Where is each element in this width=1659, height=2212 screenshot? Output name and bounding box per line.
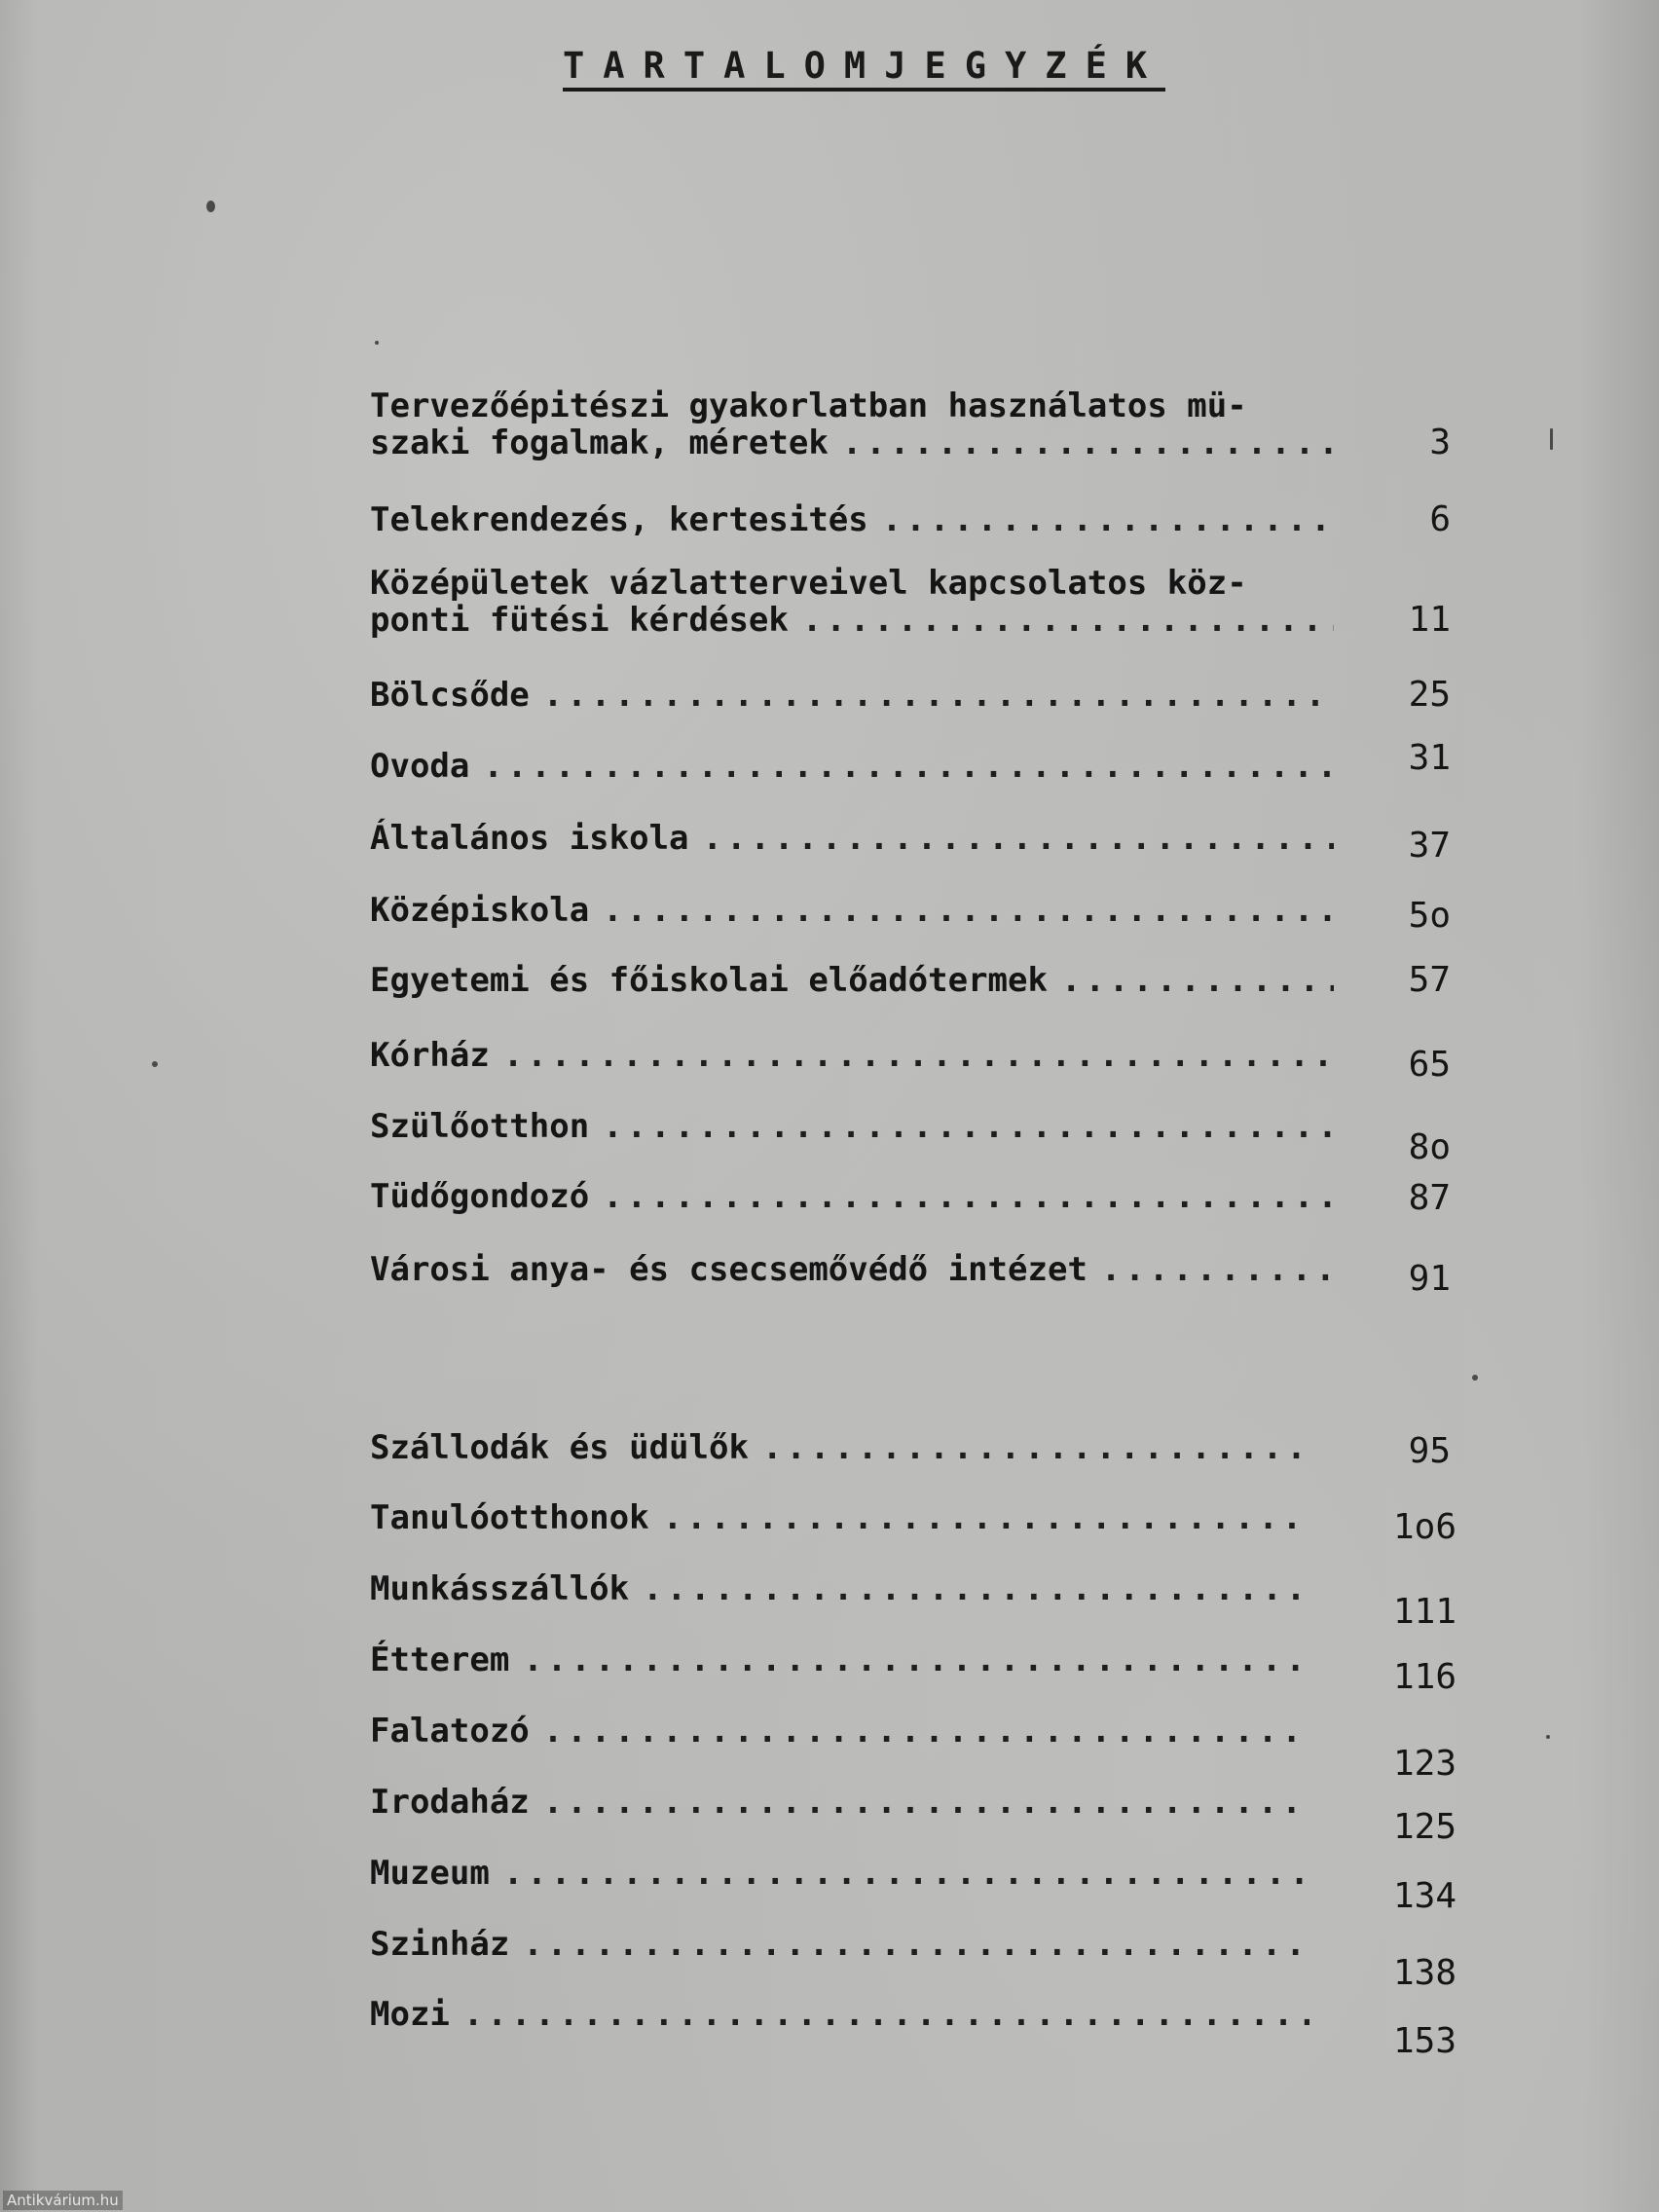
toc-page-number: 37 (1408, 826, 1451, 866)
dot-leader (603, 1108, 1334, 1145)
toc-page-number: 134 (1392, 1876, 1456, 1916)
watermark-label: Antikvárium.hu (3, 2191, 123, 2210)
toc-entry (370, 675, 1451, 715)
toc-page-number: 6 (1429, 499, 1451, 539)
toc-entry (370, 1641, 1456, 1697)
toc-entry-title: ponti fütési kérdések (370, 601, 789, 640)
dot-leader (603, 892, 1334, 929)
toc-entry-title: Középületek vázlatterveivel kapcsolatos köz- (370, 564, 1247, 603)
toc-entry (370, 1783, 1456, 1847)
dot-leader (543, 1784, 1309, 1821)
toc-entry (370, 1498, 1456, 1547)
paper-speck (1546, 1735, 1550, 1739)
toc-entry-title: Munkásszállók (370, 1569, 630, 1608)
toc-page-number: 31 (1408, 738, 1451, 778)
toc-entry-title: Bölcsőde (370, 676, 530, 715)
toc-page-number: 123 (1392, 1744, 1456, 1784)
dot-leader (543, 1713, 1309, 1750)
toc-page-number: 95 (1408, 1431, 1451, 1471)
toc-entry (370, 564, 1451, 640)
dot-leader (463, 1996, 1309, 2033)
dot-leader (703, 820, 1334, 857)
toc-entry (370, 960, 1451, 1000)
toc-entry (370, 1250, 1451, 1299)
toc-entry (370, 738, 1451, 786)
paper-speck (152, 1061, 158, 1067)
toc-page-number: 91 (1408, 1259, 1451, 1299)
dot-leader (802, 602, 1334, 639)
dot-leader (1101, 1251, 1334, 1288)
toc-entry (370, 891, 1451, 936)
toc-entry-title: Tervezőépitészi gyakorlatban használatos mü- (370, 387, 1247, 425)
toc-page-number: 153 (1392, 2021, 1456, 2061)
toc-entry-title: Ovoda (370, 747, 470, 786)
toc-entry (370, 1995, 1456, 2061)
toc-page-number: 57 (1408, 960, 1451, 1000)
toc-entry (370, 499, 1451, 539)
toc-entry-title: Falatozó (370, 1712, 530, 1751)
paper-speck (1550, 428, 1553, 450)
toc-entry (370, 1925, 1456, 1993)
toc-page-number: 125 (1392, 1807, 1456, 1847)
toc-entry-title: Általános iskola (370, 819, 689, 858)
toc-entry-title: Tanulóotthonok (370, 1498, 649, 1537)
toc-entry (370, 819, 1451, 866)
toc-page-number: 25 (1408, 675, 1451, 715)
toc-entry-title: Városi anya- és csecsemővédő intézet (370, 1250, 1088, 1289)
toc-entry-title: Telekrendezés, kertesités (370, 500, 868, 539)
paper-speck (375, 341, 379, 345)
dot-leader (503, 1855, 1309, 1892)
dot-leader (523, 1926, 1309, 1963)
toc-page-number: 8o (1408, 1127, 1451, 1167)
toc-entry (370, 1177, 1451, 1218)
dot-leader (842, 424, 1334, 461)
toc-page-number: 3 (1429, 423, 1451, 462)
toc-entry (370, 1854, 1456, 1916)
toc-entry (370, 1569, 1456, 1632)
toc-entry-title: szaki fogalmak, méretek (370, 424, 829, 462)
dot-leader (643, 1570, 1309, 1607)
toc-page-number: 5o (1408, 896, 1451, 936)
toc-page-number: 87 (1408, 1178, 1451, 1218)
toc-entry-title: Irodaház (370, 1783, 530, 1822)
dot-leader (523, 1641, 1309, 1678)
page-title: TARTALOMJEGYZÉK (563, 47, 1165, 92)
dot-leader (543, 677, 1334, 714)
toc-entry-title: Szinház (370, 1925, 510, 1964)
toc-entry-title: Középiskola (370, 891, 590, 930)
dot-leader (663, 1499, 1309, 1536)
toc-page-number: 138 (1392, 1953, 1456, 1993)
dot-leader (483, 748, 1334, 785)
toc-entry (370, 1036, 1451, 1085)
dot-leader (603, 1178, 1334, 1215)
dot-leader (503, 1037, 1334, 1074)
toc-entry-title: Tüdőgondozó (370, 1177, 590, 1216)
toc-entry-title: Szállodák és üdülők (370, 1428, 749, 1467)
toc-page-number: 65 (1408, 1045, 1451, 1085)
toc-entry-title: Étterem (370, 1641, 510, 1679)
toc-page-number: 1o6 (1392, 1507, 1456, 1547)
toc-entry-title: Mozi (370, 1995, 450, 2034)
toc-page-number: 111 (1392, 1592, 1456, 1632)
toc-page-number: 116 (1392, 1657, 1456, 1697)
toc-page-number: 11 (1408, 600, 1451, 640)
toc-entry (370, 387, 1451, 462)
toc-entry-title: Muzeum (370, 1854, 490, 1893)
dot-leader (762, 1429, 1309, 1466)
toc-entry-title: Szülőotthon (370, 1107, 590, 1146)
toc-entry (370, 1428, 1451, 1471)
dot-leader (882, 501, 1334, 538)
paper-speck (206, 201, 215, 212)
paper-speck (1472, 1375, 1478, 1381)
toc-entry-title: Egyetemi és főiskolai előadótermek (370, 961, 1048, 1000)
toc-entry-title: Kórház (370, 1036, 490, 1075)
dot-leader (1061, 962, 1334, 999)
toc-entry (370, 1712, 1456, 1784)
toc-entry (370, 1107, 1451, 1167)
